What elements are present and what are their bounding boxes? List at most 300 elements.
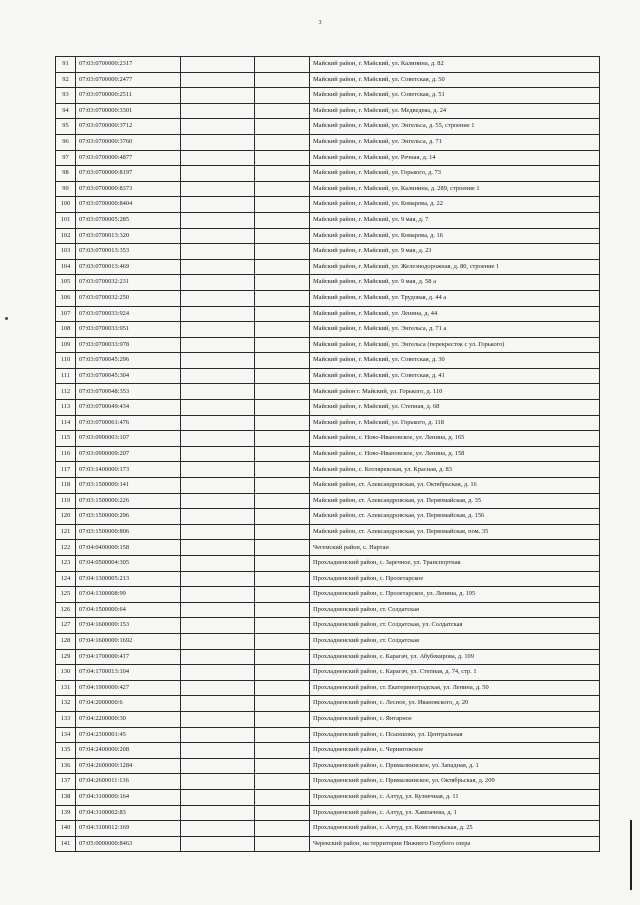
cadastral-number-cell: 07:04:1900000:427 — [76, 680, 181, 696]
table-row — [56, 556, 600, 572]
empty-cell — [255, 119, 310, 135]
address-cell: Майский район, г. Майский, ул. Советская, д. 30 — [310, 353, 600, 369]
address-cell: Майский район, г. Майский, ул. Советская, д. 51 — [310, 88, 600, 104]
cadastral-number-cell: 07:04:2000000:6 — [76, 696, 181, 712]
address-cell: Черекский район, на территории Нижнего Голубого озера — [310, 836, 600, 852]
empty-cell — [255, 696, 310, 712]
address-cell: Прохладненский район, с. Карагач, ул. Степная, д. 74, стр. 1 — [310, 665, 600, 681]
table-row — [56, 415, 600, 431]
address-cell: Майский район, г. Майский, ул. Советская, д. 41 — [310, 368, 600, 384]
row-number-cell: 126 — [56, 602, 76, 618]
empty-cell — [181, 758, 255, 774]
table-row — [56, 400, 600, 416]
cadastral-number-cell: 07:03:0700032:250 — [76, 290, 181, 306]
address-cell: Прохладненский район, ст. Екатериноградская, ул. Ленина, д. 50 — [310, 680, 600, 696]
row-number-cell: 108 — [56, 322, 76, 338]
empty-cell — [255, 743, 310, 759]
row-number-cell: 94 — [56, 103, 76, 119]
empty-cell — [181, 649, 255, 665]
row-number-cell: 98 — [56, 166, 76, 182]
empty-cell — [255, 353, 310, 369]
cadastral-number-cell: 07:04:1700000:417 — [76, 649, 181, 665]
cadastral-number-cell: 07:04:2600000:1284 — [76, 758, 181, 774]
empty-cell — [255, 166, 310, 182]
empty-cell — [255, 758, 310, 774]
empty-cell — [255, 400, 310, 416]
cadastral-number-cell: 07:03:0700000:8373 — [76, 181, 181, 197]
address-cell: Майский район, ст. Александровская, ул. Октябрьская, д. 16 — [310, 478, 600, 494]
empty-cell — [181, 618, 255, 634]
empty-cell — [181, 478, 255, 494]
row-number-cell: 119 — [56, 493, 76, 509]
empty-cell — [255, 727, 310, 743]
table-row — [56, 103, 600, 119]
row-number-cell: 121 — [56, 524, 76, 540]
address-cell: Майский район, г. Майский, ул. Степная, д. 68 — [310, 400, 600, 416]
row-number-cell: 92 — [56, 72, 76, 88]
cadastral-number-cell: 07:03:0700005:285 — [76, 212, 181, 228]
row-number-cell: 135 — [56, 743, 76, 759]
table-row — [56, 384, 600, 400]
empty-cell — [181, 181, 255, 197]
address-cell: Майский район, ст. Александровская, ул. Первомайская, пом. 35 — [310, 524, 600, 540]
empty-cell — [181, 290, 255, 306]
table-row — [56, 212, 600, 228]
empty-cell — [255, 821, 310, 837]
empty-cell — [181, 88, 255, 104]
empty-cell — [181, 743, 255, 759]
empty-cell — [181, 103, 255, 119]
empty-cell — [181, 306, 255, 322]
table-row — [56, 134, 600, 150]
address-cell: Прохладненский район, с. Псыншоко, ул. Центральная — [310, 727, 600, 743]
empty-cell — [255, 384, 310, 400]
table-row — [56, 758, 600, 774]
table-row — [56, 88, 600, 104]
address-cell: Майский район, г. Майский, ул. Горького, д. 118 — [310, 415, 600, 431]
empty-cell — [181, 228, 255, 244]
row-number-cell: 102 — [56, 228, 76, 244]
address-cell: Майский район, ст. Александровская, ул. Первомайская, д. 156 — [310, 509, 600, 525]
cadastral-number-cell: 07:03:0700000:3760 — [76, 134, 181, 150]
row-number-cell: 109 — [56, 337, 76, 353]
table-row — [56, 337, 600, 353]
empty-cell — [181, 150, 255, 166]
empty-cell — [181, 789, 255, 805]
address-cell: Прохладненский район, с. Заречное, ул. Транспортная — [310, 556, 600, 572]
cadastral-number-cell: 07:03:1500000:226 — [76, 493, 181, 509]
empty-cell — [181, 571, 255, 587]
address-cell: Прохладненский район, с. Алтуд, ул. Хампачева, д. 1 — [310, 805, 600, 821]
cadastral-number-cell: 07:04:2400000:208 — [76, 743, 181, 759]
row-number-cell: 139 — [56, 805, 76, 821]
empty-cell — [181, 400, 255, 416]
table-row — [56, 711, 600, 727]
row-number-cell: 136 — [56, 758, 76, 774]
cadastral-number-cell: 07:03:0700033:978 — [76, 337, 181, 353]
cadastral-number-cell: 07:03:1500000:141 — [76, 478, 181, 494]
table-row — [56, 774, 600, 790]
empty-cell — [181, 57, 255, 73]
table-row — [56, 680, 600, 696]
row-number-cell: 114 — [56, 415, 76, 431]
row-number-cell: 122 — [56, 540, 76, 556]
cadastral-number-cell: 07:04:2600011:136 — [76, 774, 181, 790]
empty-cell — [255, 524, 310, 540]
address-cell: Майский район, г. Майский, ул. Калинина, д. 289, строение 1 — [310, 181, 600, 197]
address-cell: Майский район, с. Ново-Ивановское, ул. Ленина, д. 165 — [310, 431, 600, 447]
row-number-cell: 112 — [56, 384, 76, 400]
table-row — [56, 618, 600, 634]
cadastral-number-cell: 07:04:1300008:99 — [76, 587, 181, 603]
cadastral-number-cell: 07:04:2200000:30 — [76, 711, 181, 727]
cadastral-number-cell: 07:04:0400000:158 — [76, 540, 181, 556]
empty-cell — [255, 789, 310, 805]
empty-cell — [181, 166, 255, 182]
empty-cell — [255, 72, 310, 88]
address-cell: Майский район, г. Майский, ул. Энгельса (перекресток с ул. Горького) — [310, 337, 600, 353]
address-cell: Прохладненский район, с. Алтуд, ул. Комсомольская, д. 25 — [310, 821, 600, 837]
cadastral-number-cell: 07:04:1600000:1692 — [76, 633, 181, 649]
table-row — [56, 306, 600, 322]
address-cell: Майский район, с. Ново-Ивановское, ул. Ленина, д. 158 — [310, 446, 600, 462]
row-number-cell: 104 — [56, 259, 76, 275]
empty-cell — [255, 181, 310, 197]
table-row — [56, 478, 600, 494]
cadastral-number-cell: 07:03:0700048:353 — [76, 384, 181, 400]
table-row — [56, 244, 600, 260]
cadastral-number-cell: 07:03:0900003:107 — [76, 431, 181, 447]
cadastral-number-cell: 07:03:0700061:476 — [76, 415, 181, 431]
empty-cell — [255, 244, 310, 260]
table-row — [56, 446, 600, 462]
empty-cell — [255, 836, 310, 852]
row-number-cell: 96 — [56, 134, 76, 150]
empty-cell — [181, 212, 255, 228]
empty-cell — [255, 446, 310, 462]
empty-cell — [181, 821, 255, 837]
scan-edge-mark — [630, 820, 632, 890]
cadastral-number-cell: 07:03:1400000:173 — [76, 462, 181, 478]
table-row — [56, 119, 600, 135]
row-number-cell: 97 — [56, 150, 76, 166]
address-cell: Майский район, г. Майский, ул. Горького, д. 73 — [310, 166, 600, 182]
row-number-cell: 130 — [56, 665, 76, 681]
row-number-cell: 118 — [56, 478, 76, 494]
row-number-cell: 140 — [56, 821, 76, 837]
empty-cell — [181, 509, 255, 525]
empty-cell — [181, 524, 255, 540]
empty-cell — [255, 571, 310, 587]
empty-cell — [181, 665, 255, 681]
address-cell: Прохладненский район, с. Прималкинское, ул. Октябрьская, д. 209 — [310, 774, 600, 790]
table-row — [56, 72, 600, 88]
table-row — [56, 789, 600, 805]
empty-cell — [255, 228, 310, 244]
row-number-cell: 107 — [56, 306, 76, 322]
address-cell: Майский район, г. Майский, ул. Трудовая, д. 44 а — [310, 290, 600, 306]
table-row — [56, 462, 600, 478]
cadastral-number-cell: 07:04:1500000:64 — [76, 602, 181, 618]
cadastral-number-cell: 07:03:0700000:8197 — [76, 166, 181, 182]
empty-cell — [181, 197, 255, 213]
address-cell: Майский район, с. Котляревская, ул. Красная, д. 83 — [310, 462, 600, 478]
address-cell: Прохладненский район, ст. Солдатская — [310, 633, 600, 649]
row-number-cell: 134 — [56, 727, 76, 743]
page-number: 3 — [318, 20, 322, 26]
empty-cell — [255, 774, 310, 790]
table-row — [56, 197, 600, 213]
empty-cell — [255, 88, 310, 104]
empty-cell — [255, 587, 310, 603]
empty-cell — [181, 680, 255, 696]
table-row — [56, 228, 600, 244]
cadastral-number-cell: 07:04:2300001:45 — [76, 727, 181, 743]
empty-cell — [181, 119, 255, 135]
empty-cell — [255, 462, 310, 478]
cadastral-number-cell: 07:04:1300005:213 — [76, 571, 181, 587]
empty-cell — [181, 462, 255, 478]
address-cell: Прохладненский район, ст. Солдатская — [310, 602, 600, 618]
address-cell: Майский район, г. Майский, ул. Энгельса, д. 71 — [310, 134, 600, 150]
address-cell: Майский район, г. Майский, ул. Комарова, д. 22 — [310, 197, 600, 213]
scan-mark — [5, 317, 8, 320]
row-number-cell: 131 — [56, 680, 76, 696]
address-cell: Прохладненский район, с. Лесное, ул. Ивановского, д. 20 — [310, 696, 600, 712]
row-number-cell: 105 — [56, 275, 76, 291]
table-row — [56, 368, 600, 384]
table-row — [56, 353, 600, 369]
empty-cell — [255, 618, 310, 634]
empty-cell — [255, 259, 310, 275]
address-cell: Майский район, г. Майский, ул. Комарова, д. 16 — [310, 228, 600, 244]
empty-cell — [181, 72, 255, 88]
table-row — [56, 665, 600, 681]
empty-cell — [181, 446, 255, 462]
empty-cell — [255, 57, 310, 73]
address-cell: Майский район, г. Майский, ул. Калинина, д. 82 — [310, 57, 600, 73]
empty-cell — [255, 150, 310, 166]
empty-cell — [255, 478, 310, 494]
table-row — [56, 166, 600, 182]
cadastral-number-cell: 07:03:0700045:304 — [76, 368, 181, 384]
table-row — [56, 322, 600, 338]
address-cell: Прохладненский район, с. Прималкинское, ул. Западная, д. 1 — [310, 758, 600, 774]
empty-cell — [255, 805, 310, 821]
table-row — [56, 821, 600, 837]
empty-cell — [181, 493, 255, 509]
row-number-cell: 106 — [56, 290, 76, 306]
address-cell: Прохладненский район, ст. Солдатская, ул. Солдатская — [310, 618, 600, 634]
row-number-cell: 111 — [56, 368, 76, 384]
row-number-cell: 116 — [56, 446, 76, 462]
table-row — [56, 259, 600, 275]
empty-cell — [255, 649, 310, 665]
row-number-cell: 100 — [56, 197, 76, 213]
row-number-cell: 133 — [56, 711, 76, 727]
row-number-cell: 123 — [56, 556, 76, 572]
empty-cell — [181, 836, 255, 852]
empty-cell — [255, 212, 310, 228]
registry-body — [56, 57, 600, 852]
cadastral-number-cell: 07:05:0000000:8463 — [76, 836, 181, 852]
empty-cell — [181, 337, 255, 353]
cadastral-number-cell: 07:04:3100002:83 — [76, 805, 181, 821]
empty-cell — [181, 259, 255, 275]
row-number-cell: 117 — [56, 462, 76, 478]
cadastral-number-cell: 07:03:0700000:2511 — [76, 88, 181, 104]
empty-cell — [255, 103, 310, 119]
address-cell: Майский район, г. Майский, ул. 9 мая, д. 7 — [310, 212, 600, 228]
empty-cell — [255, 431, 310, 447]
table-row — [56, 540, 600, 556]
row-number-cell: 141 — [56, 836, 76, 852]
empty-cell — [181, 134, 255, 150]
row-number-cell: 93 — [56, 88, 76, 104]
empty-cell — [255, 322, 310, 338]
cadastral-number-cell: 07:03:0700033:951 — [76, 322, 181, 338]
empty-cell — [181, 415, 255, 431]
cadastral-number-cell: 07:03:0700013:469 — [76, 259, 181, 275]
table-row — [56, 633, 600, 649]
cadastral-number-cell: 07:03:1500000:806 — [76, 524, 181, 540]
row-number-cell: 132 — [56, 696, 76, 712]
cadastral-number-cell: 07:03:0700000:4877 — [76, 150, 181, 166]
row-number-cell: 129 — [56, 649, 76, 665]
empty-cell — [181, 540, 255, 556]
address-cell: Чегемский район, с. Нартан — [310, 540, 600, 556]
empty-cell — [255, 665, 310, 681]
row-number-cell: 138 — [56, 789, 76, 805]
row-number-cell: 101 — [56, 212, 76, 228]
cadastral-number-cell: 07:03:0700032:231 — [76, 275, 181, 291]
table-row — [56, 509, 600, 525]
cadastral-number-cell: 07:04:1600000:153 — [76, 618, 181, 634]
table-row — [56, 571, 600, 587]
table-row — [56, 431, 600, 447]
empty-cell — [181, 275, 255, 291]
cadastral-number-cell: 07:03:0700013:353 — [76, 244, 181, 260]
address-cell: Майский район, г. Майский, ул. Советская, д. 50 — [310, 72, 600, 88]
address-cell: Прохладненский район, с. Алтуд, ул. Кузнечная, д. 11 — [310, 789, 600, 805]
address-cell: Майский район, г. Майский, ул. Ленина, д. 44 — [310, 306, 600, 322]
address-cell: Майский район, г. Майский, ул. Медведева, д. 24 — [310, 103, 600, 119]
row-number-cell: 128 — [56, 633, 76, 649]
empty-cell — [255, 633, 310, 649]
empty-cell — [181, 696, 255, 712]
table-row — [56, 275, 600, 291]
cadastral-number-cell: 07:04:0500004:305 — [76, 556, 181, 572]
address-cell: Прохладненский район, с. Пролетарское, ул. Ленина, д. 195 — [310, 587, 600, 603]
empty-cell — [255, 306, 310, 322]
cadastral-number-cell: 07:03:0700000:2477 — [76, 72, 181, 88]
empty-cell — [181, 322, 255, 338]
address-cell: Майский район, г. Майский, ул. Энгельса, д. 55, строение 1 — [310, 119, 600, 135]
table-row — [56, 524, 600, 540]
empty-cell — [181, 556, 255, 572]
row-number-cell: 99 — [56, 181, 76, 197]
table-row — [56, 587, 600, 603]
table-row — [56, 836, 600, 852]
address-cell: Майский район, г. Майский, ул. Железнодорожная, д. 80, строение 1 — [310, 259, 600, 275]
empty-cell — [181, 727, 255, 743]
empty-cell — [181, 587, 255, 603]
cadastral-number-cell: 07:03:0700049:434 — [76, 400, 181, 416]
cadastral-number-cell: 07:03:0900009:207 — [76, 446, 181, 462]
cadastral-number-cell: 07:03:0700000:3712 — [76, 119, 181, 135]
row-number-cell: 113 — [56, 400, 76, 416]
cadastral-number-cell: 07:03:1500000:296 — [76, 509, 181, 525]
empty-cell — [255, 711, 310, 727]
table-row — [56, 290, 600, 306]
empty-cell — [181, 711, 255, 727]
cadastral-number-cell: 07:03:0700033:924 — [76, 306, 181, 322]
empty-cell — [255, 275, 310, 291]
table-row — [56, 150, 600, 166]
empty-cell — [181, 633, 255, 649]
cadastral-number-cell: 07:03:0700013:320 — [76, 228, 181, 244]
cadastral-number-cell: 07:04:3100012:169 — [76, 821, 181, 837]
cadastral-number-cell: 07:03:0700000:8404 — [76, 197, 181, 213]
cadastral-number-cell: 07:04:1700013:104 — [76, 665, 181, 681]
row-number-cell: 110 — [56, 353, 76, 369]
row-number-cell: 125 — [56, 587, 76, 603]
address-cell: Прохладненский район, с. Карагач, ул. Абубекирова, д. 109 — [310, 649, 600, 665]
row-number-cell: 127 — [56, 618, 76, 634]
cadastral-number-cell: 07:03:0700045:296 — [76, 353, 181, 369]
table-row — [56, 181, 600, 197]
empty-cell — [181, 602, 255, 618]
table-row — [56, 602, 600, 618]
address-cell: Майский район г. Майский, ул. Горького, д. 110 — [310, 384, 600, 400]
address-cell: Майский район, г. Майский, ул. Речная, д. 14 — [310, 150, 600, 166]
address-cell: Прохладненский район, с. Черниговское — [310, 743, 600, 759]
empty-cell — [255, 602, 310, 618]
address-cell: Майский район, г. Майский, ул. 9 мая, д. 58 а — [310, 275, 600, 291]
address-cell: Майский район, г. Майский, ул. 9 мая, д. 23 — [310, 244, 600, 260]
cadastral-number-cell: 07:04:3100000:164 — [76, 789, 181, 805]
empty-cell — [255, 509, 310, 525]
property-registry-table — [55, 56, 600, 852]
table-row — [56, 805, 600, 821]
table-row — [56, 696, 600, 712]
empty-cell — [255, 493, 310, 509]
address-cell: Прохладненский район, с. Янтарное — [310, 711, 600, 727]
empty-cell — [255, 415, 310, 431]
row-number-cell: 91 — [56, 57, 76, 73]
empty-cell — [181, 431, 255, 447]
empty-cell — [255, 337, 310, 353]
row-number-cell: 95 — [56, 119, 76, 135]
address-cell: Прохладненский район, с. Пролетарское — [310, 571, 600, 587]
row-number-cell: 137 — [56, 774, 76, 790]
empty-cell — [255, 680, 310, 696]
table-row — [56, 649, 600, 665]
empty-cell — [255, 197, 310, 213]
empty-cell — [181, 244, 255, 260]
address-cell: Майский район, ст. Александровская, ул. Первомайская, д. 35 — [310, 493, 600, 509]
address-cell: Майский район, г. Майский, ул. Энгельса, д. 71 а — [310, 322, 600, 338]
table-row — [56, 743, 600, 759]
cadastral-number-cell: 07:03:0700000:3301 — [76, 103, 181, 119]
row-number-cell: 120 — [56, 509, 76, 525]
empty-cell — [181, 353, 255, 369]
empty-cell — [181, 384, 255, 400]
empty-cell — [255, 134, 310, 150]
row-number-cell: 124 — [56, 571, 76, 587]
empty-cell — [181, 774, 255, 790]
table-row — [56, 493, 600, 509]
